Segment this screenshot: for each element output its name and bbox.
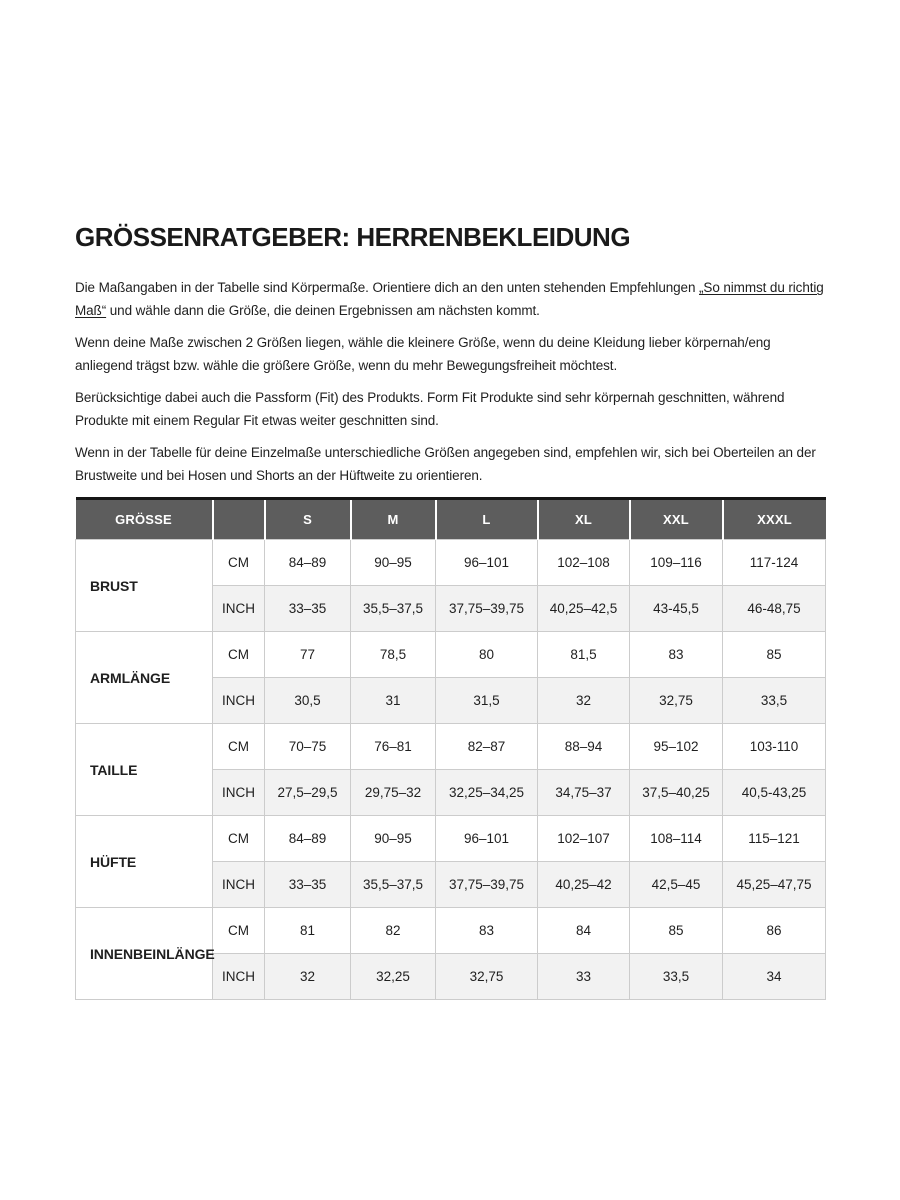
- value-cell: 83: [630, 632, 723, 678]
- size-chart-table: [75, 497, 826, 1000]
- value-cell: 85: [630, 908, 723, 954]
- table-row-armlaenge-cm: [76, 632, 826, 678]
- value-cell: 37,5–40,25: [630, 770, 723, 816]
- value-cell: 78,5: [351, 632, 436, 678]
- value-cell: 32: [265, 954, 351, 1000]
- table-row-huefte-cm: [76, 816, 826, 862]
- value-cell: 108–114: [630, 816, 723, 862]
- value-cell: 35,5–37,5: [351, 586, 436, 632]
- header-cell-size-xl: XL: [538, 499, 630, 540]
- row-label-huefte: HÜFTE: [76, 816, 213, 908]
- value-cell: 80: [436, 632, 538, 678]
- page-title: GRÖSSENRATGEBER: HERRENBEKLEIDUNG: [75, 222, 631, 252]
- value-cell: 33,5: [630, 954, 723, 1000]
- value-cell: 32,25: [351, 954, 436, 1000]
- value-cell: 32,25–34,25: [436, 770, 538, 816]
- value-cell: 37,75–39,75: [436, 586, 538, 632]
- header-cell-size-xxxl: XXXL: [723, 499, 826, 540]
- unit-cell: INCH: [213, 678, 265, 724]
- value-cell: 117-124: [723, 540, 826, 586]
- intro-paragraph-3: Berücksichtige dabei auch die Passform (Fit) des Produkts. Form Fit Produkte sind sehr körpernah geschnitten, während Produkte mit einem Regular Fit etwas weiter geschnitten sind.: [75, 390, 785, 428]
- intro-paragraph-1: [75, 276, 825, 322]
- intro-paragraph-4: Wenn in der Tabelle für deine Einzelmaße unterschiedliche Größen angegeben sind, empfehlen wir, sich bei Oberteilen an der Brustweite und bei Hosen und Shorts an der Hüftweite zu orientieren.: [75, 445, 816, 483]
- unit-cell: CM: [213, 632, 265, 678]
- value-cell: 34,75–37: [538, 770, 630, 816]
- value-cell: 46-48,75: [723, 586, 826, 632]
- value-cell: 37,75–39,75: [436, 862, 538, 908]
- header-cell-size-xxl: XXL: [630, 499, 723, 540]
- header-cell-groesse: GRÖSSE: [76, 499, 213, 540]
- value-cell: 109–116: [630, 540, 723, 586]
- unit-cell: INCH: [213, 954, 265, 1000]
- unit-cell: CM: [213, 908, 265, 954]
- value-cell: 102–107: [538, 816, 630, 862]
- value-cell: 96–101: [436, 816, 538, 862]
- table-row-brust-cm: [76, 540, 826, 586]
- value-cell: 83: [436, 908, 538, 954]
- value-cell: 35,5–37,5: [351, 862, 436, 908]
- value-cell: 115–121: [723, 816, 826, 862]
- value-cell: 29,75–32: [351, 770, 436, 816]
- unit-cell: CM: [213, 816, 265, 862]
- header-cell-size-s: S: [265, 499, 351, 540]
- value-cell: 70–75: [265, 724, 351, 770]
- intro-paragraph-1-before-link: Die Maßangaben in der Tabelle sind Körpermaße. Orientiere dich an den unten stehenden Empfehlungen: [75, 280, 700, 295]
- intro-paragraph-1-after-link: und wähle dann die Größe, die deinen Ergebnissen am nächsten kommt.: [106, 303, 540, 318]
- intro-paragraph-2: Wenn deine Maße zwischen 2 Größen liegen, wähle die kleinere Größe, wenn du deine Kleidung lieber körpernah/eng anliegend trägst bzw. wähle die größere Größe, wenn du mehr Bewegungsfreiheit möchtest.: [75, 335, 771, 373]
- value-cell: 88–94: [538, 724, 630, 770]
- header-cell-size-l: L: [436, 499, 538, 540]
- header-cell-size-m: M: [351, 499, 436, 540]
- value-cell: 90–95: [351, 540, 436, 586]
- value-cell: 40,25–42,5: [538, 586, 630, 632]
- table-row-innenbeinlaenge-cm: [76, 908, 826, 954]
- unit-cell: CM: [213, 724, 265, 770]
- value-cell: 32,75: [436, 954, 538, 1000]
- value-cell: 77: [265, 632, 351, 678]
- row-label-armlaenge: ARMLÄNGE: [76, 632, 213, 724]
- value-cell: 34: [723, 954, 826, 1000]
- unit-cell: INCH: [213, 770, 265, 816]
- value-cell: 33,5: [723, 678, 826, 724]
- row-label-innenbeinlaenge: INNENBEINLÄNGE: [76, 908, 213, 1000]
- value-cell: 40,25–42: [538, 862, 630, 908]
- value-cell: 82–87: [436, 724, 538, 770]
- unit-cell: CM: [213, 540, 265, 586]
- value-cell: 96–101: [436, 540, 538, 586]
- value-cell: 31,5: [436, 678, 538, 724]
- value-cell: 32: [538, 678, 630, 724]
- measure-guide-link[interactable]: „So nimmst du richtig Maß“: [75, 280, 824, 318]
- value-cell: 81: [265, 908, 351, 954]
- value-cell: 103-110: [723, 724, 826, 770]
- value-cell: 84–89: [265, 816, 351, 862]
- value-cell: 33–35: [265, 586, 351, 632]
- value-cell: 33: [538, 954, 630, 1000]
- value-cell: 85: [723, 632, 826, 678]
- value-cell: 45,25–47,75: [723, 862, 826, 908]
- header-cell-unit-spacer: [213, 499, 265, 540]
- value-cell: 32,75: [630, 678, 723, 724]
- table-row-taille-cm: [76, 724, 826, 770]
- value-cell: 33–35: [265, 862, 351, 908]
- unit-cell: INCH: [213, 862, 265, 908]
- value-cell: 95–102: [630, 724, 723, 770]
- row-label-brust: BRUST: [76, 540, 213, 632]
- unit-cell: INCH: [213, 586, 265, 632]
- value-cell: 76–81: [351, 724, 436, 770]
- value-cell: 82: [351, 908, 436, 954]
- value-cell: 43-45,5: [630, 586, 723, 632]
- value-cell: 42,5–45: [630, 862, 723, 908]
- size-guide-section: [75, 222, 825, 1000]
- value-cell: 31: [351, 678, 436, 724]
- row-label-taille: TAILLE: [76, 724, 213, 816]
- value-cell: 102–108: [538, 540, 630, 586]
- value-cell: 90–95: [351, 816, 436, 862]
- table-header-row: [76, 499, 826, 540]
- value-cell: 84–89: [265, 540, 351, 586]
- value-cell: 27,5–29,5: [265, 770, 351, 816]
- value-cell: 86: [723, 908, 826, 954]
- value-cell: 84: [538, 908, 630, 954]
- value-cell: 40,5-43,25: [723, 770, 826, 816]
- value-cell: 30,5: [265, 678, 351, 724]
- value-cell: 81,5: [538, 632, 630, 678]
